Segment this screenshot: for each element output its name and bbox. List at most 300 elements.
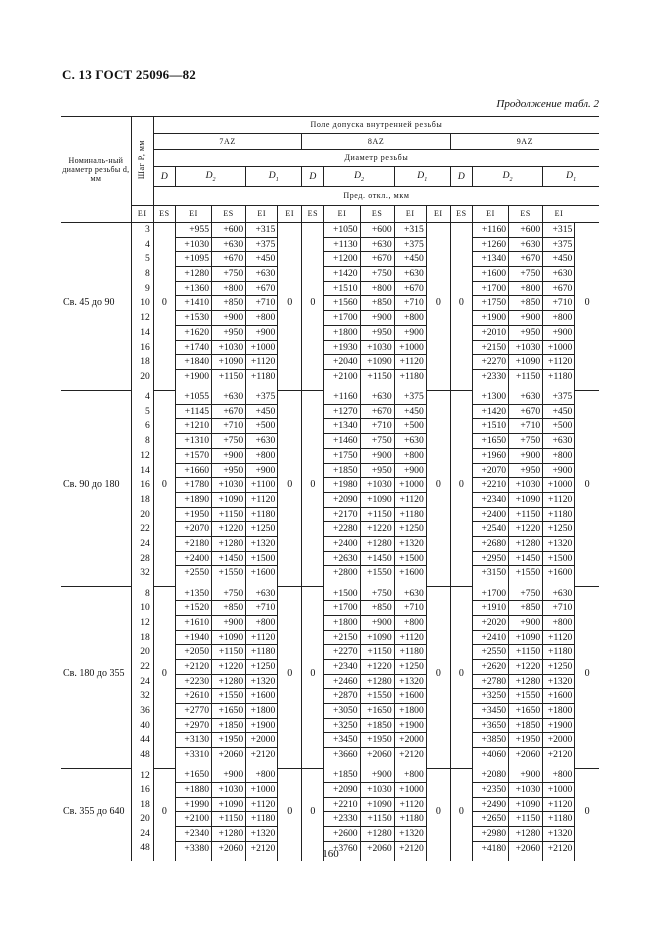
- deviation-value-cell: +1550: [212, 566, 246, 580]
- deviation-value-cell: +1180: [543, 507, 575, 522]
- deviation-ei-header: EI: [426, 206, 450, 223]
- table-row: [61, 463, 599, 478]
- deviation-ei-header: EI: [543, 206, 575, 223]
- deviation-value-cell: +750: [360, 434, 394, 449]
- deviation-value-cell: +1090: [509, 492, 543, 507]
- deviation-value-cell: +1280: [509, 827, 543, 842]
- deviation-value-cell: +1250: [246, 659, 278, 674]
- deviation-value-cell: +800: [394, 615, 426, 630]
- deviation-value-cell: +1980: [324, 478, 360, 493]
- pitch-cell: 5: [131, 252, 153, 267]
- deviation-value-cell: +1750: [472, 296, 508, 311]
- deviation-value-cell: +750: [509, 434, 543, 449]
- deviation-value-cell: +315: [246, 223, 278, 238]
- deviation-value-cell: +630: [246, 587, 278, 601]
- table-row: [61, 404, 599, 419]
- deviation-value-cell: +2680: [472, 536, 508, 551]
- d-ei-zero-cell: 0: [153, 768, 175, 855]
- deviation-value-cell: +1320: [543, 827, 575, 842]
- deviation-value-cell: +670: [394, 281, 426, 296]
- deviation-value-cell: +1910: [472, 601, 508, 616]
- deviation-value-cell: +1930: [324, 340, 360, 355]
- deviation-value-cell: +850: [509, 601, 543, 616]
- deviation-es-header: ES: [153, 206, 175, 223]
- deviation-value-cell: +1090: [212, 355, 246, 370]
- deviation-ei-header: EI: [175, 206, 211, 223]
- tolerance-table: [61, 116, 599, 861]
- deviation-value-cell: +3650: [472, 718, 508, 733]
- table-row: [61, 782, 599, 797]
- col-d-header: D: [153, 167, 175, 187]
- deviation-value-cell: +710: [246, 296, 278, 311]
- deviation-value-cell: +2870: [324, 689, 360, 704]
- deviation-value-cell: +2070: [175, 522, 211, 537]
- deviation-value-cell: +1600: [472, 267, 508, 282]
- deviation-es-header: ES: [360, 206, 394, 223]
- table-row: [61, 448, 599, 463]
- deviation-value-cell: +1650: [175, 768, 211, 782]
- deviation-value-cell: +800: [246, 768, 278, 782]
- deviation-value-cell: +1030: [212, 782, 246, 797]
- deviation-value-cell: +850: [212, 601, 246, 616]
- deviation-value-cell: +1095: [175, 252, 211, 267]
- deviation-value-cell: +3310: [175, 748, 211, 762]
- deviation-value-cell: +2550: [472, 645, 508, 660]
- deviation-ei-header: EI: [324, 206, 360, 223]
- deviation-value-cell: +1460: [324, 434, 360, 449]
- deviation-value-cell: +1740: [175, 340, 211, 355]
- deviation-value-cell: +1000: [246, 782, 278, 797]
- table-row: [61, 689, 599, 704]
- deviation-value-cell: +900: [212, 768, 246, 782]
- deviation-value-cell: +900: [509, 311, 543, 326]
- deviation-value-cell: +375: [394, 237, 426, 252]
- table-row: [61, 267, 599, 282]
- col-d-header: D: [450, 167, 472, 187]
- deviation-value-cell: +1150: [212, 369, 246, 383]
- deviation-value-cell: +800: [394, 311, 426, 326]
- pitch-cell: 48: [131, 748, 153, 762]
- deviation-value-cell: +800: [394, 448, 426, 463]
- pitch-cell: 12: [131, 768, 153, 782]
- deviation-value-cell: +2060: [509, 748, 543, 762]
- deviation-value-cell: +670: [246, 281, 278, 296]
- nominal-diameter-cell: Св. 45 до 90: [61, 223, 131, 384]
- deviation-value-cell: +1850: [324, 768, 360, 782]
- deviation-value-cell: +1280: [509, 674, 543, 689]
- table-row: [61, 797, 599, 812]
- deviation-value-cell: +750: [509, 267, 543, 282]
- deviation-value-cell: +1960: [472, 448, 508, 463]
- deviation-value-cell: +2000: [246, 733, 278, 748]
- deviation-value-cell: +4060: [472, 748, 508, 762]
- deviation-value-cell: +1800: [324, 615, 360, 630]
- pitch-cell: 24: [131, 536, 153, 551]
- table-row: [61, 419, 599, 434]
- table-row: [61, 674, 599, 689]
- deviation-value-cell: +1700: [472, 587, 508, 601]
- deviation-value-cell: +1450: [360, 551, 394, 566]
- table-row: [61, 355, 599, 370]
- deviation-value-cell: +2340: [472, 492, 508, 507]
- pitch-cell: 12: [131, 311, 153, 326]
- d1-ei-zero-cell: 0: [426, 768, 450, 855]
- deviation-value-cell: +1220: [212, 659, 246, 674]
- deviation-value-cell: +750: [212, 587, 246, 601]
- deviation-value-cell: +1000: [543, 782, 575, 797]
- deviation-value-cell: +2120: [175, 659, 211, 674]
- deviation-value-cell: +750: [212, 267, 246, 282]
- deviation-value-cell: +1250: [246, 522, 278, 537]
- deviation-value-cell: +900: [509, 768, 543, 782]
- deviation-value-cell: +1180: [543, 812, 575, 827]
- deviation-value-cell: +1450: [509, 551, 543, 566]
- deviation-value-cell: +450: [543, 404, 575, 419]
- pitch-cell: 9: [131, 281, 153, 296]
- deviation-value-cell: +1150: [509, 812, 543, 827]
- deviation-value-cell: +1030: [360, 782, 394, 797]
- table-row: [61, 311, 599, 326]
- deviation-value-cell: +1030: [212, 478, 246, 493]
- deviation-value-cell: +2090: [324, 492, 360, 507]
- deviation-ei-header: EI: [472, 206, 508, 223]
- deviation-value-cell: +1900: [175, 369, 211, 383]
- deviation-value-cell: +1180: [394, 812, 426, 827]
- deviation-value-cell: +710: [543, 296, 575, 311]
- deviation-es-header: ES: [212, 206, 246, 223]
- deviation-value-cell: +2330: [324, 812, 360, 827]
- deviation-value-cell: +1090: [212, 492, 246, 507]
- deviation-value-cell: +1850: [212, 718, 246, 733]
- deviation-value-cell: +1550: [509, 689, 543, 704]
- deviation-value-cell: +2080: [472, 768, 508, 782]
- deviation-value-cell: +1780: [175, 478, 211, 493]
- deviation-value-cell: +450: [246, 404, 278, 419]
- deviation-value-cell: +1800: [394, 704, 426, 719]
- deviation-value-cell: +1150: [212, 812, 246, 827]
- deviation-value-cell: +1210: [175, 419, 211, 434]
- deviation-value-cell: +1950: [360, 733, 394, 748]
- field-8az: 8AZ: [302, 134, 451, 150]
- deviation-value-cell: +1570: [175, 448, 211, 463]
- d1-ei-zero-cell: 0: [426, 587, 450, 762]
- deviation-value-cell: +950: [212, 325, 246, 340]
- deviation-value-cell: +375: [246, 390, 278, 404]
- deviation-value-cell: +1510: [472, 419, 508, 434]
- deviation-value-cell: +1000: [543, 478, 575, 493]
- deviation-value-cell: +1160: [472, 223, 508, 238]
- table-row: [61, 492, 599, 507]
- deviation-value-cell: +800: [543, 448, 575, 463]
- table-row: [61, 812, 599, 827]
- pitch-cell: 14: [131, 463, 153, 478]
- deviation-value-cell: +630: [543, 434, 575, 449]
- pitch-cell: 6: [131, 419, 153, 434]
- deviation-value-cell: +1850: [509, 718, 543, 733]
- deviation-ei-header: EI: [246, 206, 278, 223]
- deviation-value-cell: +2000: [543, 733, 575, 748]
- deviation-value-cell: +2120: [543, 841, 575, 855]
- pitch-cell: 32: [131, 689, 153, 704]
- d-ei-zero-cell: 0: [450, 390, 472, 580]
- deviation-value-cell: +500: [246, 419, 278, 434]
- deviation-value-cell: +900: [360, 311, 394, 326]
- d-ei-zero-cell: 0: [450, 223, 472, 384]
- deviation-value-cell: +630: [509, 390, 543, 404]
- deviation-value-cell: +1220: [360, 522, 394, 537]
- d1-ei-zero-cell: 0: [278, 390, 302, 580]
- d1-ei-zero-cell: 0: [426, 390, 450, 580]
- deviation-value-cell: +630: [543, 267, 575, 282]
- deviation-value-cell: +1180: [246, 812, 278, 827]
- deviation-value-cell: +1120: [394, 492, 426, 507]
- deviation-value-cell: +2060: [212, 841, 246, 855]
- deviation-value-cell: +2460: [324, 674, 360, 689]
- deviation-value-cell: +2600: [324, 827, 360, 842]
- deviation-value-cell: +2120: [543, 748, 575, 762]
- deviation-value-cell: +2230: [175, 674, 211, 689]
- deviation-value-cell: +1600: [543, 689, 575, 704]
- deviation-value-cell: +1000: [394, 340, 426, 355]
- deviation-value-cell: +1410: [175, 296, 211, 311]
- deviation-value-cell: +2100: [324, 369, 360, 383]
- d1-ei-zero-cell: 0: [575, 587, 599, 762]
- deviation-value-cell: +1320: [246, 674, 278, 689]
- deviation-value-cell: +1280: [212, 827, 246, 842]
- deviation-value-cell: +1500: [543, 551, 575, 566]
- deviation-value-cell: +1090: [509, 355, 543, 370]
- deviation-value-cell: +900: [394, 463, 426, 478]
- deviation-value-cell: +500: [543, 419, 575, 434]
- pitch-cell: 8: [131, 587, 153, 601]
- deviation-value-cell: +1150: [360, 812, 394, 827]
- deviation-value-cell: +1950: [175, 507, 211, 522]
- deviation-value-cell: +1220: [509, 659, 543, 674]
- nominal-diameter-cell: Св. 180 до 355: [61, 587, 131, 762]
- deviation-value-cell: +950: [360, 325, 394, 340]
- deviation-value-cell: +2630: [324, 551, 360, 566]
- deviation-value-cell: +1900: [543, 718, 575, 733]
- deviation-value-cell: +1180: [246, 645, 278, 660]
- deviation-value-cell: +950: [212, 463, 246, 478]
- deviation-value-cell: +1500: [246, 551, 278, 566]
- pitch-cell: 22: [131, 522, 153, 537]
- deviation-value-cell: +2550: [175, 566, 211, 580]
- deviation-value-cell: +2340: [324, 659, 360, 674]
- deviation-value-cell: +1260: [472, 237, 508, 252]
- deviation-value-cell: +800: [246, 311, 278, 326]
- deviation-value-cell: +2270: [472, 355, 508, 370]
- deviation-value-cell: +1280: [360, 674, 394, 689]
- deviation-value-cell: +900: [212, 448, 246, 463]
- deviation-value-cell: +630: [360, 237, 394, 252]
- deviation-value-cell: +1030: [509, 478, 543, 493]
- deviation-value-cell: +1280: [360, 827, 394, 842]
- deviation-value-cell: +1150: [509, 507, 543, 522]
- deviation-value-cell: +2180: [175, 536, 211, 551]
- deviation-value-cell: +630: [394, 267, 426, 282]
- deviation-value-cell: +1510: [324, 281, 360, 296]
- deviation-value-cell: +2800: [324, 566, 360, 580]
- pitch-cell: 28: [131, 551, 153, 566]
- deviation-value-cell: +710: [394, 601, 426, 616]
- deviation-value-cell: +1550: [360, 566, 394, 580]
- table-row: [61, 325, 599, 340]
- deviation-value-cell: +900: [543, 463, 575, 478]
- deviation-value-cell: +800: [246, 448, 278, 463]
- deviation-value-cell: +1280: [360, 536, 394, 551]
- deviation-value-cell: +3130: [175, 733, 211, 748]
- deviation-value-cell: +1030: [175, 237, 211, 252]
- diameter-group: [61, 390, 599, 586]
- col-d1-header: [246, 167, 302, 187]
- deviation-value-cell: +2970: [175, 718, 211, 733]
- field-7az: 7AZ: [153, 134, 302, 150]
- deviation-value-cell: +2210: [472, 478, 508, 493]
- table-row: [61, 718, 599, 733]
- table-row: [61, 645, 599, 660]
- d1-ei-zero-cell: 0: [575, 390, 599, 580]
- deviation-value-cell: +3380: [175, 841, 211, 855]
- deviation-value-cell: +630: [394, 587, 426, 601]
- table-row: [61, 587, 599, 601]
- deviation-value-cell: +950: [509, 325, 543, 340]
- table-row: [61, 659, 599, 674]
- col-d2-letter: D: [502, 169, 510, 181]
- deviation-value-cell: +1700: [324, 311, 360, 326]
- deviation-value-cell: +1120: [543, 630, 575, 645]
- deviation-value-cell: +1280: [212, 536, 246, 551]
- deviation-value-cell: +1180: [246, 369, 278, 383]
- deviation-value-cell: +1055: [175, 390, 211, 404]
- deviation-value-cell: +1320: [394, 674, 426, 689]
- deviation-value-cell: +2610: [175, 689, 211, 704]
- deviation-value-cell: +375: [543, 237, 575, 252]
- table-row: [61, 252, 599, 267]
- deviation-value-cell: +3250: [472, 689, 508, 704]
- col-d2-header: [324, 167, 394, 187]
- deviation-value-cell: +800: [360, 281, 394, 296]
- deviation-value-cell: +1650: [472, 434, 508, 449]
- deviation-value-cell: +2280: [324, 522, 360, 537]
- table-row: [61, 827, 599, 842]
- deviation-value-cell: +2120: [394, 841, 426, 855]
- col-d1-index: 1: [573, 176, 577, 183]
- deviation-value-cell: +750: [212, 434, 246, 449]
- deviation-value-cell: +1600: [246, 689, 278, 704]
- deviation-value-cell: +630: [212, 237, 246, 252]
- deviation-value-cell: +1090: [360, 355, 394, 370]
- deviations-header: Пред. откл., мкм: [153, 187, 599, 206]
- table-row: [61, 507, 599, 522]
- deviation-value-cell: +1600: [246, 566, 278, 580]
- deviation-value-cell: +2020: [472, 615, 508, 630]
- deviation-value-cell: +600: [509, 223, 543, 238]
- deviation-value-cell: +2400: [175, 551, 211, 566]
- d-ei-zero-cell: 0: [153, 390, 175, 580]
- deviation-value-cell: +1030: [360, 478, 394, 493]
- deviation-value-cell: +1700: [472, 281, 508, 296]
- pitch-cell: 32: [131, 566, 153, 580]
- deviation-value-cell: +1050: [324, 223, 360, 238]
- deviation-value-cell: +710: [360, 419, 394, 434]
- deviation-value-cell: +630: [246, 434, 278, 449]
- deviation-value-cell: +2120: [246, 841, 278, 855]
- deviation-value-cell: +800: [543, 768, 575, 782]
- deviation-value-cell: +1500: [324, 587, 360, 601]
- deviation-value-cell: +600: [360, 223, 394, 238]
- deviation-value-cell: +750: [360, 587, 394, 601]
- pitch-cell: 16: [131, 340, 153, 355]
- deviation-value-cell: +1340: [472, 252, 508, 267]
- d-ei-zero-cell: 0: [302, 390, 324, 580]
- deviation-value-cell: +1320: [394, 827, 426, 842]
- deviation-value-cell: +750: [360, 267, 394, 282]
- table-continuation-note: Продолжение табл. 2: [496, 98, 599, 110]
- deviation-value-cell: +1120: [246, 797, 278, 812]
- deviation-value-cell: +1250: [394, 522, 426, 537]
- nominal-diameter-cell: Св. 90 до 180: [61, 390, 131, 580]
- page-header-title: С. 13 ГОСТ 25096—82: [62, 67, 196, 82]
- col-d1-letter: D: [417, 169, 425, 181]
- deviation-value-cell: +1320: [543, 536, 575, 551]
- pitch-cell: 14: [131, 325, 153, 340]
- d1-ei-zero-cell: 0: [575, 768, 599, 855]
- deviation-value-cell: +630: [212, 390, 246, 404]
- deviation-value-cell: +1150: [360, 507, 394, 522]
- pitch-cell: 10: [131, 296, 153, 311]
- deviation-value-cell: +1030: [509, 782, 543, 797]
- deviation-value-cell: +1160: [324, 390, 360, 404]
- deviation-es-header: ES: [509, 206, 543, 223]
- deviation-value-cell: +670: [543, 281, 575, 296]
- deviation-value-cell: +1000: [543, 340, 575, 355]
- deviation-value-cell: +900: [360, 615, 394, 630]
- deviation-value-cell: +2050: [175, 645, 211, 660]
- nominal-diameter-header: Номиналь-ный диаметр резьбы d, мм: [61, 117, 131, 223]
- deviation-value-cell: +850: [509, 296, 543, 311]
- deviation-value-cell: +1610: [175, 615, 211, 630]
- deviation-value-cell: +1850: [360, 718, 394, 733]
- deviation-value-cell: +710: [212, 419, 246, 434]
- deviation-value-cell: +850: [360, 296, 394, 311]
- deviation-value-cell: +1550: [509, 566, 543, 580]
- deviation-value-cell: +1150: [509, 645, 543, 660]
- deviation-value-cell: +750: [509, 587, 543, 601]
- deviation-value-cell: +1500: [394, 551, 426, 566]
- deviation-value-cell: +1000: [394, 782, 426, 797]
- deviation-value-cell: +2150: [324, 630, 360, 645]
- deviation-value-cell: +375: [246, 237, 278, 252]
- deviation-value-cell: +2060: [360, 841, 394, 855]
- deviation-ei-header: EI: [131, 206, 153, 223]
- pitch-cell: 20: [131, 369, 153, 383]
- deviation-value-cell: +710: [543, 601, 575, 616]
- deviation-value-cell: +375: [394, 390, 426, 404]
- deviation-value-cell: +1600: [394, 566, 426, 580]
- pitch-cell: 40: [131, 718, 153, 733]
- deviation-es-header: ES: [450, 206, 472, 223]
- deviation-value-cell: +2650: [472, 812, 508, 827]
- deviation-value-cell: +1090: [509, 797, 543, 812]
- deviation-value-cell: +630: [246, 267, 278, 282]
- deviation-value-cell: +670: [509, 252, 543, 267]
- deviation-value-cell: +2170: [324, 507, 360, 522]
- deviation-value-cell: +1320: [543, 674, 575, 689]
- col-d1-index: 1: [424, 176, 428, 183]
- deviation-value-cell: +1320: [394, 536, 426, 551]
- deviation-value-cell: +2120: [246, 748, 278, 762]
